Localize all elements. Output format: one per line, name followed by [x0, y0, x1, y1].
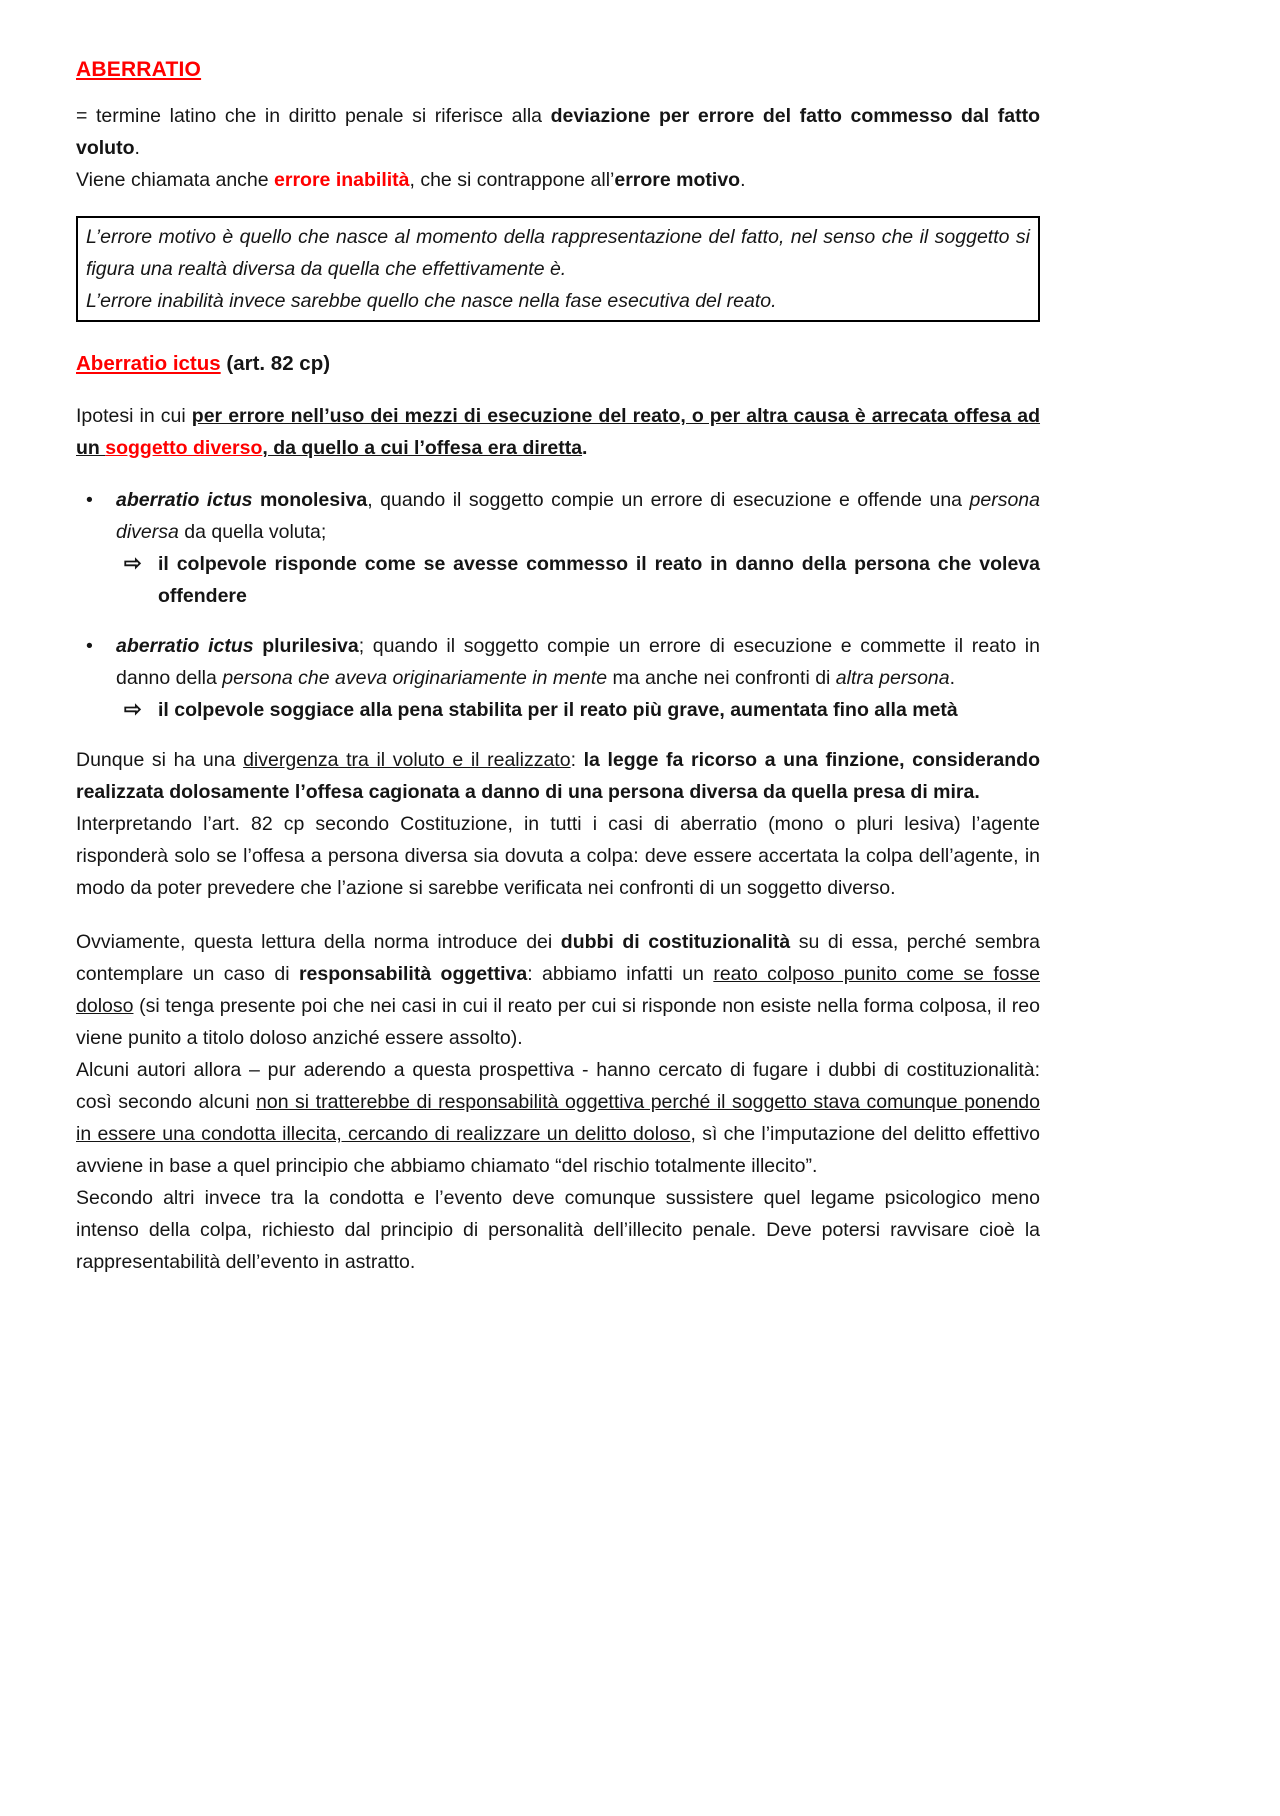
- box-line-errore-inabilita: L’errore inabilità invece sarebbe quello che nasce nella fase esecutiva del reato.: [86, 290, 777, 312]
- text-segment: per errore nell’uso dei mezzi di esecuzione del reato, o per altra causa è arrecata offesa ad un: [76, 405, 1041, 459]
- text-segment: su di essa, perché sembra contemplare un caso di: [76, 931, 1041, 985]
- paragraph-ovviamente: [76, 926, 1040, 1054]
- term-dubbi-costituzionalita: dubbi di costituzionalità: [560, 931, 791, 953]
- definition-box: [76, 216, 1040, 322]
- bullet-monolesiva-text: [116, 484, 1040, 548]
- right-arrow-icon: ⇨: [124, 552, 142, 575]
- ipotesi-paragraph: [76, 400, 1040, 464]
- costituzionalita-section: [76, 926, 1040, 1278]
- heading-article-ref: (art. 82 cp): [220, 352, 331, 375]
- text-segment: , sì che l’imputazione del delitto effettivo avviene in base a quel principio che abbiamo chiamato “del rischio totalmente illecito”.: [76, 1123, 1040, 1177]
- text-segment: :: [570, 749, 584, 771]
- bullet-plurilesiva: [86, 630, 1040, 726]
- intro-paragraph: [76, 100, 1040, 196]
- dunque-section: [76, 744, 1040, 904]
- term-condotta-illecita: non si tratterebbe di responsabilità oggettiva perché il soggetto stava comunque ponendo in essere una condotta illecita, cercando di realizzare un delitto doloso: [76, 1091, 1040, 1145]
- text-segment: ; quando il soggetto compie un errore di esecuzione e commette il reato in danno della: [116, 635, 1040, 689]
- term-monolesiva: monolesiva: [252, 489, 368, 511]
- text-segment: (si tenga presente poi che nei casi in cui il reato per cui si risponde non esiste nella forma colposa, il reo viene punito a titolo doloso anziché essere assolto).: [76, 995, 1040, 1049]
- text-segment: Dunque si ha una: [76, 749, 244, 771]
- bullet-plurilesiva-body: [116, 630, 1040, 726]
- text-segment: , da quello a cui l’offesa era diretta: [262, 437, 583, 459]
- text-segment: persona diversa: [116, 489, 1040, 543]
- text-segment: ma anche nei confronti di: [607, 667, 836, 689]
- consequence-plurilesiva: il colpevole soggiace alla pena stabilita per il reato più grave, aumentata fino alla metà: [158, 699, 958, 721]
- paragraph-alcuni-autori: [76, 1054, 1040, 1182]
- text-segment: Ovviamente, questa lettura della norma introduce dei: [76, 931, 561, 953]
- term-reato-colposo: reato colposo punito come se fosse doloso: [76, 963, 1040, 1017]
- box-line-errore-motivo: L’errore motivo è quello che nasce al momento della rappresentazione del fatto, nel senso che il soggetto si figura una realtà diversa da quella che effettivamente è.: [86, 226, 1030, 280]
- text-segment: .: [740, 169, 746, 191]
- heading-aberratio-ictus: [76, 352, 1040, 376]
- term-plurilesiva: plurilesiva: [253, 635, 359, 657]
- text-segment: Viene chiamata anche: [76, 169, 275, 191]
- bullet-monolesiva-body: [116, 484, 1040, 612]
- term-errore-motivo: errore motivo: [614, 169, 741, 191]
- text-segment: : abbiamo infatti un: [527, 963, 714, 985]
- text-segment: .: [582, 437, 588, 459]
- right-arrow-icon: ⇨: [124, 698, 142, 721]
- consequence-row: [124, 548, 1040, 612]
- text-segment: , quando il soggetto compie un errore di esecuzione e offende una: [367, 489, 970, 511]
- term-responsabilita-oggettiva: responsabilità oggettiva: [298, 963, 528, 985]
- term-aberratio-ictus: aberratio ictus: [116, 489, 253, 511]
- consequence-row: [124, 694, 1040, 726]
- text-segment: = termine latino che in diritto penale si riferisce alla: [76, 105, 551, 127]
- paragraph-dunque: [76, 744, 1040, 808]
- text-segment: , che si contrappone all’: [409, 169, 615, 191]
- paragraph-interpretando: Interpretando l’art. 82 cp secondo Costituzione, in tutti i casi di aberratio (mono o pluri lesiva) l’agente risponderà solo se l’offesa a persona diversa sia dovuta a colpa: deve essere accertata la colpa dell’agente, in modo da poter prevedere che l’azione si sarebbe verificata nei confronti di un soggetto diverso.: [76, 813, 1040, 899]
- text-segment: Alcuni autori allora – pur aderendo a questa prospettiva - hanno cercato di fugare i dubbi di costituzionalità: così secondo alcuni: [76, 1059, 1040, 1113]
- term-divergenza: divergenza tra il voluto e il realizzato: [243, 749, 571, 771]
- term-errore-inabilita: errore inabilità: [274, 169, 410, 191]
- bullet-icon: •: [86, 635, 93, 657]
- heading-aberratio-ictus-title: Aberratio ictus: [76, 352, 221, 375]
- bullet-plurilesiva-text: [116, 630, 1040, 694]
- paragraph-secondo-altri: Secondo altri invece tra la condotta e l’evento deve comunque sussistere quel legame psicologico meno intenso della colpa, richiesto dal principio di personalità dell’illecito penale. Deve potersi ravvisare cioè la rappresentabilità dell’evento in astratto.: [76, 1187, 1040, 1273]
- text-segment: altra persona: [835, 667, 950, 689]
- bullet-monolesiva: [86, 484, 1040, 612]
- term-soggetto-diverso: soggetto diverso: [105, 437, 263, 459]
- text-segment: la legge fa ricorso a una finzione, considerando realizzata dolosamente l’offesa cagionata a danno di una persona diversa da quella presa di mira.: [76, 749, 1040, 803]
- bullet-icon: •: [86, 489, 93, 511]
- text-segment: Ipotesi in cui: [76, 405, 192, 427]
- consequence-monolesiva: il colpevole risponde come se avesse commesso il reato in danno della persona che voleva offendere: [158, 553, 1040, 607]
- text-segment: persona che aveva originariamente in mente: [222, 667, 608, 689]
- text-segment: .: [949, 667, 956, 689]
- heading-aberratio: ABERRATIO: [76, 58, 202, 81]
- term-deviazione-per-errore: deviazione per errore del fatto commesso dal fatto voluto: [76, 105, 1040, 159]
- text-segment: .: [134, 137, 140, 159]
- term-aberratio-ictus: aberratio ictus: [116, 635, 254, 657]
- text-segment: da quella voluta;: [178, 521, 327, 543]
